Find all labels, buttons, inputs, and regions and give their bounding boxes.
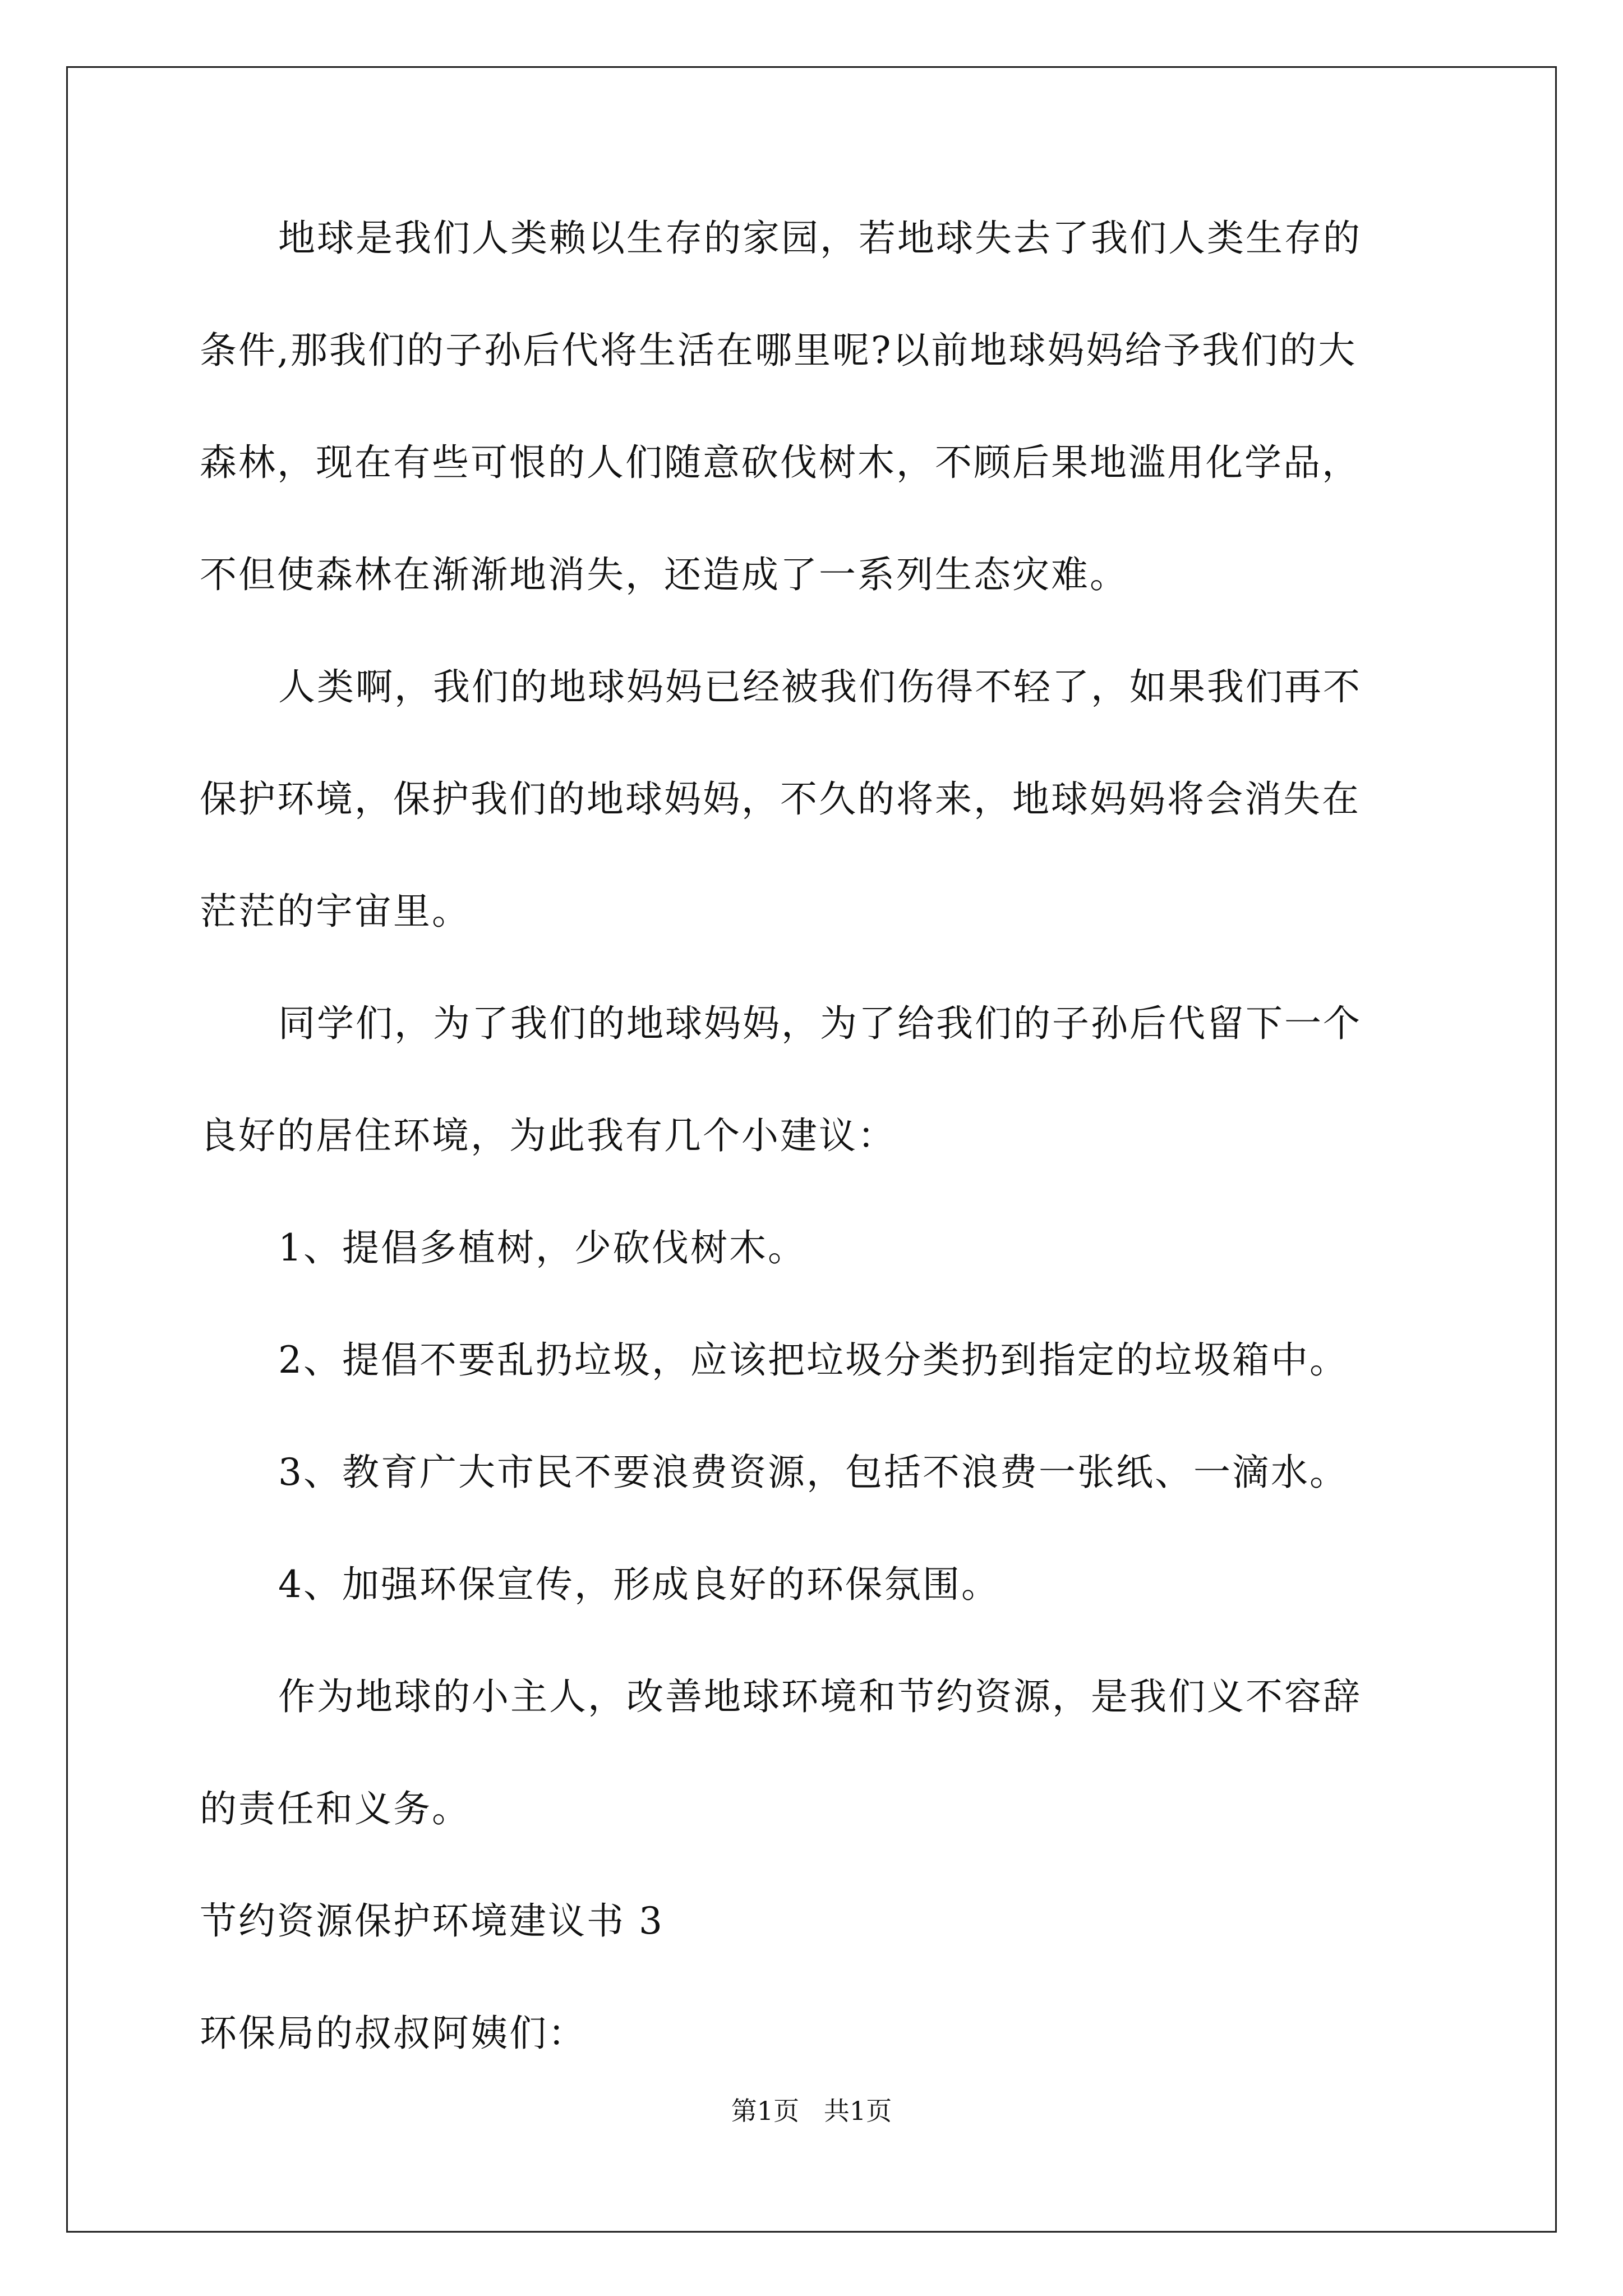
text-line: 保护环境，保护我们的地球妈妈，不久的将来，地球妈妈将会消失在 — [200, 777, 1361, 821]
text-line: 地球是我们人类赖以生存的家园，若地球失去了我们人类生存的 — [278, 217, 1362, 260]
document-body — [200, 213, 1433, 2059]
text-line: 作为地球的小主人，改善地球环境和节约资源，是我们义不容辞 — [278, 1675, 1362, 1718]
text-line: 茫茫的宇宙里。 — [200, 890, 471, 933]
paragraph — [200, 1672, 1433, 1834]
list-item: 2、提倡不要乱扔垃圾，应该把垃圾分类扔到指定的垃圾箱中。 — [278, 1338, 1348, 1382]
list-item: 1、提倡多植树，少砍伐树木。 — [278, 1226, 806, 1269]
text-line: 森林，现在有些可恨的人们随意砍伐树木，不顾后果地滥用化学品， — [200, 441, 1361, 484]
paragraph — [200, 213, 1433, 600]
text-line: 人类啊，我们的地球妈妈已经被我们伤得不轻了，如果我们再不 — [278, 665, 1362, 708]
paragraph — [200, 999, 1433, 1161]
list-item: 4、加强环保宣传，形成良好的环保氛围。 — [278, 1563, 1000, 1606]
text-line: 的责任和义务。 — [200, 1787, 471, 1830]
text-line: 条件,那我们的子孙后代将生活在哪里呢?以前地球妈妈给予我们的大 — [200, 329, 1357, 372]
paragraph — [200, 662, 1433, 937]
salutation: 环保局的叔叔阿姨们： — [200, 2012, 587, 2055]
section-heading: 节约资源保护环境建议书 3 — [200, 1899, 664, 1943]
list-item: 3、教育广大市民不要浪费资源，包括不浪费一张纸、一滴水。 — [278, 1451, 1348, 1494]
text-line: 同学们，为了我们的地球妈妈，为了给我们的子孙后代留下一个 — [278, 1002, 1362, 1045]
text-line: 良好的居住环境，为此我有几个小建议： — [200, 1114, 896, 1157]
page-number-footer: 第1页 共1页 — [731, 2096, 892, 2126]
text-line: 不但使森林在渐渐地消失，还造成了一系列生态灾难。 — [200, 553, 1128, 596]
